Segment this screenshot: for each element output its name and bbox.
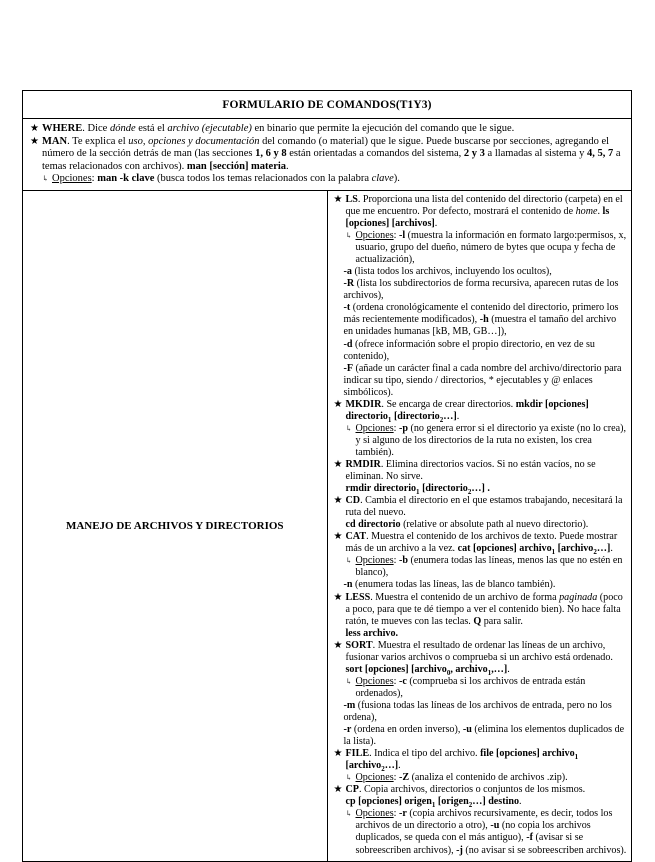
- subscript: 1: [431, 801, 436, 810]
- flag: -F: [343, 362, 354, 374]
- text: clave: [371, 173, 394, 185]
- text: .: [434, 218, 438, 230]
- command-syntax: [345, 796, 520, 810]
- text: ).: [393, 173, 400, 185]
- command-name: CD: [345, 495, 361, 507]
- text: (enumera todas las líneas, las de blanco también).: [352, 579, 556, 591]
- cat-option: [334, 579, 628, 591]
- flag: -r: [343, 724, 352, 736]
- text: [origen: [435, 796, 469, 808]
- opciones-label: Opciones: [355, 230, 394, 242]
- rmdir-entry: [334, 459, 628, 495]
- cat-options: ↳ Opciones: -b (enumera todas las líneas, menos las que no estén en blanco),: [345, 555, 623, 579]
- flag: -R: [343, 278, 355, 290]
- text: . Muestra el resultado de ordenar las líneas de un archivo, fusionar varios archivos o comprueba si un archivo está ordenado.: [345, 639, 613, 663]
- subscript: 1: [574, 753, 579, 762]
- text: …]: [443, 410, 457, 422]
- text: rmdir directorio: [345, 483, 417, 495]
- commands-cell: [327, 190, 632, 861]
- text: .: [507, 663, 510, 675]
- text: . Indica el tipo del archivo.: [369, 748, 481, 760]
- subscript: 2: [439, 415, 444, 424]
- flag: -l: [398, 230, 406, 242]
- text: (lista todos los archivos, incluyendo los ocultos),: [351, 266, 552, 278]
- arrow-icon: ↳: [345, 231, 353, 241]
- text: .: [610, 543, 613, 555]
- flag: -u: [462, 724, 472, 736]
- intro-cell: [23, 119, 632, 191]
- opciones-label: Opciones: [355, 555, 394, 567]
- text: . Dice: [82, 123, 110, 134]
- flag: -Z: [398, 772, 410, 784]
- flag: -f: [526, 832, 533, 844]
- text: (elimina los elementos duplicados de la lista).: [343, 724, 625, 748]
- text: Q: [473, 615, 482, 627]
- text: (enumera todas las líneas, menos las que no estén en blanco),: [355, 555, 623, 579]
- man-options: ↳ Opciones: man -k clave (busca todos los temas relacionados con la palabra clave).: [42, 173, 400, 185]
- command-name: CAT: [345, 531, 367, 543]
- arrow-icon: ↳: [345, 773, 353, 783]
- arrow-icon: ↳: [345, 676, 353, 686]
- ls-option: [334, 278, 628, 302]
- subscript: 0: [446, 668, 451, 677]
- text: 1, 6 y 8: [255, 148, 287, 160]
- star-icon: ★: [333, 748, 343, 760]
- flag: -h: [479, 314, 489, 326]
- where-entry: [30, 123, 625, 136]
- text: cat [opciones] archivo: [457, 543, 552, 555]
- file-entry: [334, 748, 628, 772]
- sort-entry: [334, 640, 628, 676]
- text: (fusiona todas las líneas de los archivos de entrada, pero no los ordena),: [343, 699, 612, 723]
- star-icon: ★: [333, 398, 343, 410]
- command-name: LS: [345, 193, 358, 205]
- text: [archivo: [345, 760, 382, 772]
- text: home: [575, 206, 598, 218]
- arrow-icon: ↳: [42, 174, 49, 184]
- less-entry: [334, 592, 628, 640]
- text: . Cambia el directorio en el que estamos trabajando, necesitará la ruta del nuevo.: [345, 495, 623, 519]
- text: .: [398, 760, 401, 772]
- text: a temas relacionados con archivos).: [42, 148, 621, 172]
- star-icon: ★: [333, 193, 343, 205]
- text: …] destino: [472, 796, 520, 808]
- text: (poco a poco, para que te dé tiempo a ver el contenido bien). No hace falta ratón, te mueves con las teclas.: [345, 591, 623, 627]
- ls-options: ↳ Opciones: -l (muestra la información en formato largo:permisos, x, usuario, grupo del dueño, número de bytes que ocupa y fecha de actualización),: [345, 230, 627, 266]
- text: (añade un carácter final a cada nombre del archivo/directorio para indicar su tipo, siendo / directorios, * ejecutables y @ enlaces simbólicos).: [343, 362, 622, 398]
- text: .: [395, 627, 399, 639]
- text: (ordena en orden inverso),: [351, 724, 463, 736]
- opciones-label: Opciones: [355, 772, 394, 784]
- subscript: 1: [387, 415, 392, 424]
- text: . Muestra el contenido de los archivos de texto. Puede mostrar más de un archivo a la vez.: [345, 531, 618, 555]
- text: uso, opciones y documentación: [128, 135, 260, 147]
- ls-entry: [334, 194, 628, 230]
- text: …]: [596, 543, 611, 555]
- text: a llamadas al sistema y: [484, 148, 587, 160]
- command-name: WHERE: [42, 123, 83, 134]
- sort-option: [334, 700, 628, 724]
- star-icon: ★: [333, 459, 343, 470]
- text: están orientadas a comandos del sistema,: [286, 148, 464, 160]
- text: del comando (o material) que le sigue. Puede buscarse por secciones, agregando el número de la sección detrás de man (las secciones: [42, 135, 610, 160]
- flag: -d: [343, 338, 353, 350]
- subscript: 2: [467, 488, 472, 497]
- text: (no copia los archivos duplicados, se queda con el más antiguo),: [355, 820, 591, 844]
- sort-option: [334, 724, 628, 748]
- text: .: [597, 206, 603, 218]
- commands-table: [22, 90, 632, 862]
- man-entry: [30, 136, 625, 174]
- text: , archivo: [450, 663, 488, 675]
- arrow-icon: ↳: [345, 423, 353, 433]
- arrow-icon: ↳: [345, 809, 353, 819]
- text: cp [opciones] origen: [345, 796, 432, 808]
- ls-option: [334, 266, 628, 278]
- text: . Copia archivos, directorios o conjuntos de los mismos.: [358, 784, 586, 796]
- command-name: SORT: [345, 639, 373, 651]
- flag: -j: [456, 844, 463, 856]
- document-page: [22, 90, 632, 862]
- subscript: 1: [551, 548, 556, 557]
- subscript: 2: [468, 801, 473, 810]
- ls-option: [334, 363, 628, 399]
- flag: -a: [343, 266, 352, 278]
- flag: -r: [398, 808, 407, 820]
- ls-option: [334, 302, 628, 338]
- command-name: LESS: [345, 591, 371, 603]
- command-syntax: less archivo: [345, 627, 396, 639]
- text: .: [456, 410, 460, 422]
- opciones-label: Opciones: [355, 675, 394, 687]
- sort-options: ↳ Opciones: -c (comprueba si los archivos de entrada están ordenados),: [345, 675, 586, 699]
- text: (ordena cronológicamente el contenido del directorio, primero los más recientemente modificados),: [343, 302, 619, 326]
- section-label: MANEJO DE ARCHIVOS Y DIRECTORIOS: [23, 190, 328, 861]
- text: …]: [384, 760, 399, 772]
- opciones-label: Opciones: [52, 173, 92, 185]
- flag: -t: [343, 302, 351, 314]
- command-name: MAN: [42, 135, 68, 147]
- command-name: MKDIR: [345, 398, 382, 410]
- text: . Te explica el: [67, 135, 129, 147]
- flag: -u: [490, 820, 500, 832]
- cp-options: ↳ Opciones: -r (copia archivos recursivamente, es decir, todos los archivos de un directorio a otro), -u (no copia los archivos duplicados, se queda con el más antiguo), -f (avisar si se sobreescriben archivos), -j (no avisar si se sobreescriben archivos).: [345, 808, 627, 856]
- text: (copia archivos recursivamente, es decir, todos los archivos de un directorio a otro),: [355, 808, 613, 832]
- cd-entry: [334, 495, 628, 531]
- table-title: FORMULARIO DE COMANDOS(T1Y3): [23, 91, 632, 119]
- text: . Elimina directorios vacíos. Si no están vacíos, no se eliminan. No sirve.: [345, 459, 596, 483]
- star-icon: ★: [333, 639, 343, 651]
- text: . Muestra el contenido de un archivo de forma: [370, 591, 560, 603]
- subscript: 1: [487, 668, 492, 677]
- cat-entry: [334, 531, 628, 555]
- command-name: CP: [345, 784, 359, 796]
- text: [directorio: [391, 410, 440, 422]
- text: (comprueba si los archivos de entrada están ordenados),: [355, 675, 586, 699]
- text: .: [286, 160, 289, 172]
- text: [archivo: [555, 543, 594, 555]
- command-syntax: [345, 483, 485, 497]
- command-syntax: [346, 664, 508, 675]
- text: ,…]: [491, 663, 508, 675]
- text: . Proporciona una lista del contenido del directorio (carpeta) en el que me encuentro. Por defecto, mostrará el contenido de: [345, 193, 623, 218]
- star-icon: ★: [333, 531, 343, 543]
- flag: -m: [343, 699, 356, 711]
- subscript: 1: [416, 488, 420, 497]
- text: en binario que permite la ejecución del comando que le sigue.: [251, 123, 515, 134]
- command-name: FILE: [345, 748, 370, 760]
- mkdir-entry: [334, 399, 628, 423]
- text: (muestra la información en formato largo:permisos, x, usuario, grupo del dueño, número de bytes que ocupa y fecha de actualización),: [355, 230, 627, 266]
- ls-option: [334, 339, 628, 363]
- text: archivo (ejecutable): [167, 123, 252, 134]
- text: (no avisar si se sobreescriben archivos).: [462, 844, 627, 856]
- star-icon: ★: [333, 784, 343, 796]
- text: [directorio: [419, 483, 468, 495]
- flag: -p: [398, 422, 408, 434]
- text: está el: [135, 123, 168, 134]
- text: file [opciones] archivo: [480, 748, 575, 760]
- text: .: [484, 483, 490, 495]
- star-icon: ★: [333, 495, 343, 507]
- subscript: 2: [593, 548, 597, 557]
- mkdir-options: ↳ Opciones: -p (no genera error si el directorio ya existe (no lo crea), y si alguno de los directorios de la ruta no existen, los crea también).: [345, 422, 626, 458]
- star-icon: ★: [333, 591, 343, 603]
- cp-entry: [334, 784, 628, 808]
- command-syntax: [457, 543, 611, 557]
- text: paginada: [559, 591, 598, 603]
- text: .: [519, 796, 522, 808]
- subscript: 2: [381, 765, 385, 774]
- text: . Se encarga de crear directorios.: [381, 398, 516, 410]
- flag: -c: [398, 675, 407, 687]
- arrow-icon: ↳: [345, 556, 353, 566]
- text: (no genera error si el directorio ya existe (no lo crea), y si alguno de los directorios de la ruta no existen, los crea también).: [355, 422, 626, 458]
- text: dónde: [109, 123, 136, 134]
- flag: -n: [343, 579, 353, 591]
- star-icon: ★: [30, 123, 39, 134]
- text: 4, 5, 7: [586, 148, 614, 160]
- text: …]: [471, 483, 485, 495]
- opciones-label: Opciones: [355, 808, 394, 820]
- text: (ofrece información sobre el propio directorio, en vez de su contenido),: [343, 338, 595, 362]
- opciones-label: Opciones: [355, 422, 394, 434]
- text: (avisar si se sobreescriben archivos),: [355, 832, 584, 856]
- text: (analiza el contenido de archivos .zip).: [409, 772, 568, 784]
- text: sort [opciones] [archivo: [345, 663, 447, 675]
- text: (busca todos los temas relacionados con la palabra: [154, 173, 372, 185]
- text: (muestra el tamaño del archivo en unidades humanas [kB, MB, GB…]),: [343, 314, 617, 338]
- text: (relative or absolute path al nuevo directorio).: [400, 519, 589, 531]
- text: man -k clave: [97, 173, 155, 185]
- flag: -b: [398, 555, 408, 567]
- command-name: RMDIR: [345, 459, 381, 470]
- text: man [sección] materia: [186, 160, 287, 172]
- text: para salir.: [481, 615, 523, 627]
- text: (lista los subdirectorios de forma recursiva, aparecen rutas de los archivos),: [343, 278, 619, 302]
- star-icon: ★: [30, 135, 39, 147]
- file-options: ↳ Opciones: -Z (analiza el contenido de archivos .zip).: [345, 772, 568, 784]
- command-syntax: cd directorio: [345, 519, 401, 531]
- text: mkdir [opciones] directorio: [345, 398, 589, 422]
- command-syntax: ls [opciones] [archivos]: [345, 206, 610, 230]
- text: 2 y 3: [463, 148, 485, 160]
